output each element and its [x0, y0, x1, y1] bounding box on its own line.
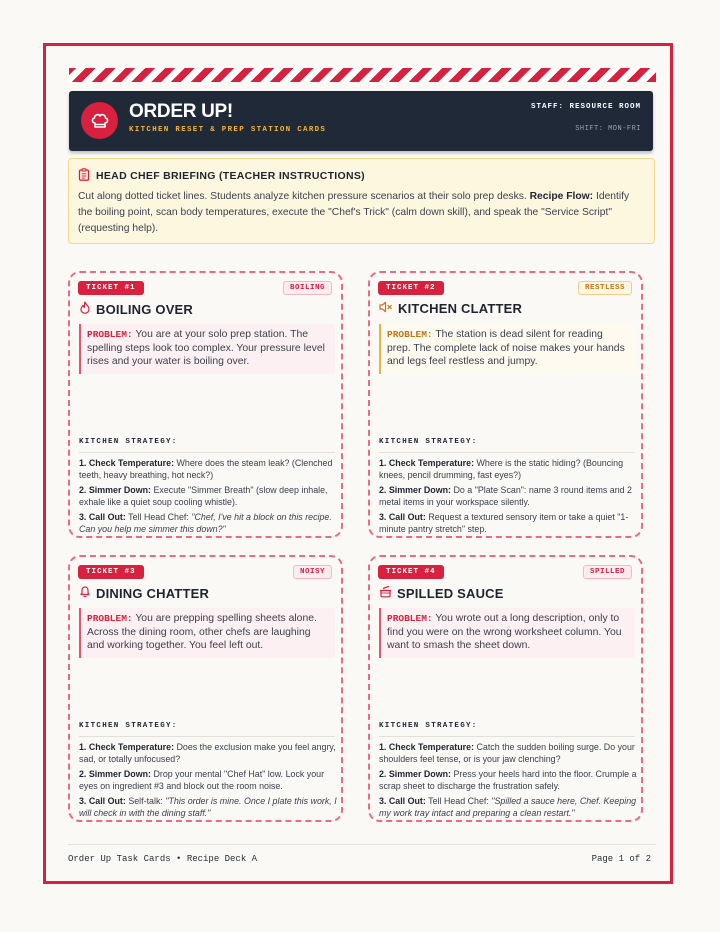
- card-title-text: BOILING OVER: [96, 301, 194, 317]
- divider: [79, 452, 335, 453]
- briefing-text: [78, 189, 644, 237]
- clipboard-icon: [78, 168, 90, 184]
- staff-label: STAFF: RESOURCE ROOM: [530, 103, 641, 111]
- divider: [379, 452, 635, 453]
- step-label: 1. Check Temperature:: [79, 458, 175, 468]
- card-title-text: KITCHEN CLATTER: [398, 301, 523, 316]
- step-item: [79, 795, 337, 819]
- flame-icon: [79, 301, 91, 317]
- strategy-steps: [379, 741, 637, 822]
- step-label: 1. Check Temperature:: [379, 742, 475, 752]
- problem-label: PROBLEM:: [387, 613, 433, 624]
- problem-label: PROBLEM:: [87, 329, 133, 340]
- hazard-stripe: [69, 68, 656, 82]
- status-tag: SPILLED: [583, 565, 632, 579]
- step-item: [379, 768, 637, 792]
- strategy-steps: [79, 457, 337, 538]
- recipe-flow-label: Recipe Flow:: [529, 191, 594, 202]
- step-item: [379, 511, 637, 535]
- briefing-title: HEAD CHEF BRIEFING (TEACHER INSTRUCTIONS): [96, 170, 365, 182]
- step-quote: "This order is mine. Once I plate this work, I will check in with the dining staff.": [79, 796, 337, 818]
- task-card: [368, 271, 643, 538]
- problem-text: You wrote out a long description, only to find you were on the wrong worksheet column. You want to smash the sheet down.: [387, 613, 622, 651]
- problem-label: PROBLEM:: [387, 329, 433, 340]
- step-text: Execute "Simmer Breath" (slow deep inhale, exhale like a quiet soup cooling whistle).: [79, 485, 328, 507]
- briefing-box: [68, 158, 655, 244]
- page-title: ORDER UP!: [129, 101, 233, 122]
- step-item: [379, 457, 637, 481]
- step-text: Catch the sudden boiling surge. Do your shoulders feel tense, or is your jaw clenching?: [379, 742, 635, 764]
- step-label: 2. Simmer Down:: [79, 485, 152, 495]
- step-label: 1. Check Temperature:: [379, 458, 475, 468]
- step-text: Request a textured sensory item or take a quiet "1-minute pantry stretch" step.: [379, 512, 629, 534]
- problem-text: You are at your solo prep station. The spelling steps look too complex. Your pressure level rises and your water is boiling over.: [87, 329, 325, 367]
- task-card: [68, 271, 343, 538]
- step-label: 2. Simmer Down:: [79, 769, 152, 779]
- step-text: Where is the static hiding? (Bouncing knees, pencil drumming, fast eyes?): [379, 458, 624, 480]
- step-item: [79, 741, 337, 765]
- step-text: Tell Head Chef:: [128, 512, 192, 522]
- card-title: [79, 301, 193, 317]
- card-title: [79, 585, 209, 601]
- step-label: 3. Call Out:: [379, 512, 426, 522]
- problem-box: [379, 608, 635, 658]
- card-title: [379, 585, 504, 601]
- briefing-text-part: Cut along dotted ticket lines. Students analyze kitchen pressure scenarios at their solo prep desks.: [78, 191, 530, 202]
- step-text: Does the exclusion make you feel angry, sad, or totally unfocused?: [79, 742, 336, 764]
- strategy-label: KITCHEN STRATEGY:: [379, 438, 478, 446]
- step-quote: "Chef, I've hit a block on this recipe. Can you help me simmer this down?": [79, 512, 332, 534]
- problem-text: The station is dead silent for reading prep. The complete lack of noise makes your hands and legs feel restless and jumpy.: [387, 329, 625, 367]
- problem-box: [79, 324, 335, 374]
- divider: [379, 736, 635, 737]
- step-item: [79, 768, 337, 792]
- step-label: 3. Call Out:: [79, 796, 126, 806]
- briefing-header: [78, 168, 644, 184]
- problem-box: [79, 608, 335, 658]
- step-item: [79, 457, 337, 481]
- cooking-pot-icon: [379, 585, 392, 601]
- status-tag: BOILING: [283, 281, 332, 295]
- step-text: Do a "Plate Scan": name 3 round items and 2 metal items in your workspace silently.: [379, 485, 632, 507]
- strategy-label: KITCHEN STRATEGY:: [379, 722, 478, 730]
- strategy-label: KITCHEN STRATEGY:: [79, 438, 178, 446]
- page-subtitle: KITCHEN RESET & PREP STATION CARDS: [129, 126, 327, 134]
- strategy-steps: [79, 741, 337, 822]
- problem-text: You are prepping spelling sheets alone. Across the dining room, other chefs are laughing and working together. You feel left out.: [87, 613, 317, 651]
- step-item: [79, 484, 337, 508]
- task-card: [68, 555, 343, 822]
- speaker-muted-icon: [379, 301, 393, 316]
- ticket-badge: TICKET #1: [78, 281, 144, 295]
- step-label: 3. Call Out:: [79, 512, 126, 522]
- step-item: [379, 484, 637, 508]
- card-title-text: DINING CHATTER: [96, 585, 210, 601]
- step-text: Drop your mental "Chef Hat" low. Lock your eyes on ingredient #3 and block out the room noise.: [79, 769, 325, 791]
- step-text: Self-talk:: [128, 796, 166, 806]
- bell-icon: [79, 585, 91, 601]
- header-banner: [69, 91, 653, 151]
- step-label: 3. Call Out:: [379, 796, 426, 806]
- ticket-badge: TICKET #3: [78, 565, 144, 579]
- briefing-text-part: Identify the boiling point, scan body temperatures, execute the "Chef's Trick" (calm down skill), and speak the "Service Script" (requesting help).: [78, 191, 630, 234]
- page-frame: [43, 43, 673, 884]
- ticket-badge: TICKET #4: [378, 565, 444, 579]
- footer-divider: [68, 844, 656, 845]
- step-text: Press your heels hard into the floor. Crumple a scrap sheet to discharge the frustration safely.: [379, 769, 637, 791]
- page-number: Page 1 of 2: [591, 854, 651, 864]
- status-tag: NOISY: [293, 565, 332, 579]
- task-card: [368, 555, 643, 822]
- step-label: 2. Simmer Down:: [379, 485, 452, 495]
- footer-deck-label: Order Up Task Cards • Recipe Deck A: [68, 854, 258, 864]
- chef-hat-icon: [81, 102, 118, 139]
- ticket-badge: TICKET #2: [378, 281, 444, 295]
- step-quote: "Spilled a sauce here, Chef. Keeping my work tray intact and preparing a clean restart.": [379, 796, 637, 818]
- card-title: [379, 301, 522, 316]
- strategy-label: KITCHEN STRATEGY:: [79, 722, 178, 730]
- step-label: 2. Simmer Down:: [379, 769, 452, 779]
- problem-box: [379, 324, 635, 374]
- step-item: [379, 741, 637, 765]
- strategy-steps: [379, 457, 637, 538]
- step-text: Where does the steam leak? (Clenched teeth, heavy breathing, hot neck?): [79, 458, 333, 480]
- step-label: 1. Check Temperature:: [79, 742, 175, 752]
- step-item: [79, 511, 337, 535]
- card-title-text: SPILLED SAUCE: [397, 585, 504, 601]
- divider: [79, 736, 335, 737]
- problem-label: PROBLEM:: [87, 613, 133, 624]
- step-item: [379, 795, 637, 819]
- step-text: Tell Head Chef:: [428, 796, 492, 806]
- status-tag: RESTLESS: [578, 281, 632, 295]
- shift-label: SHIFT: MON-FRI: [575, 125, 641, 133]
